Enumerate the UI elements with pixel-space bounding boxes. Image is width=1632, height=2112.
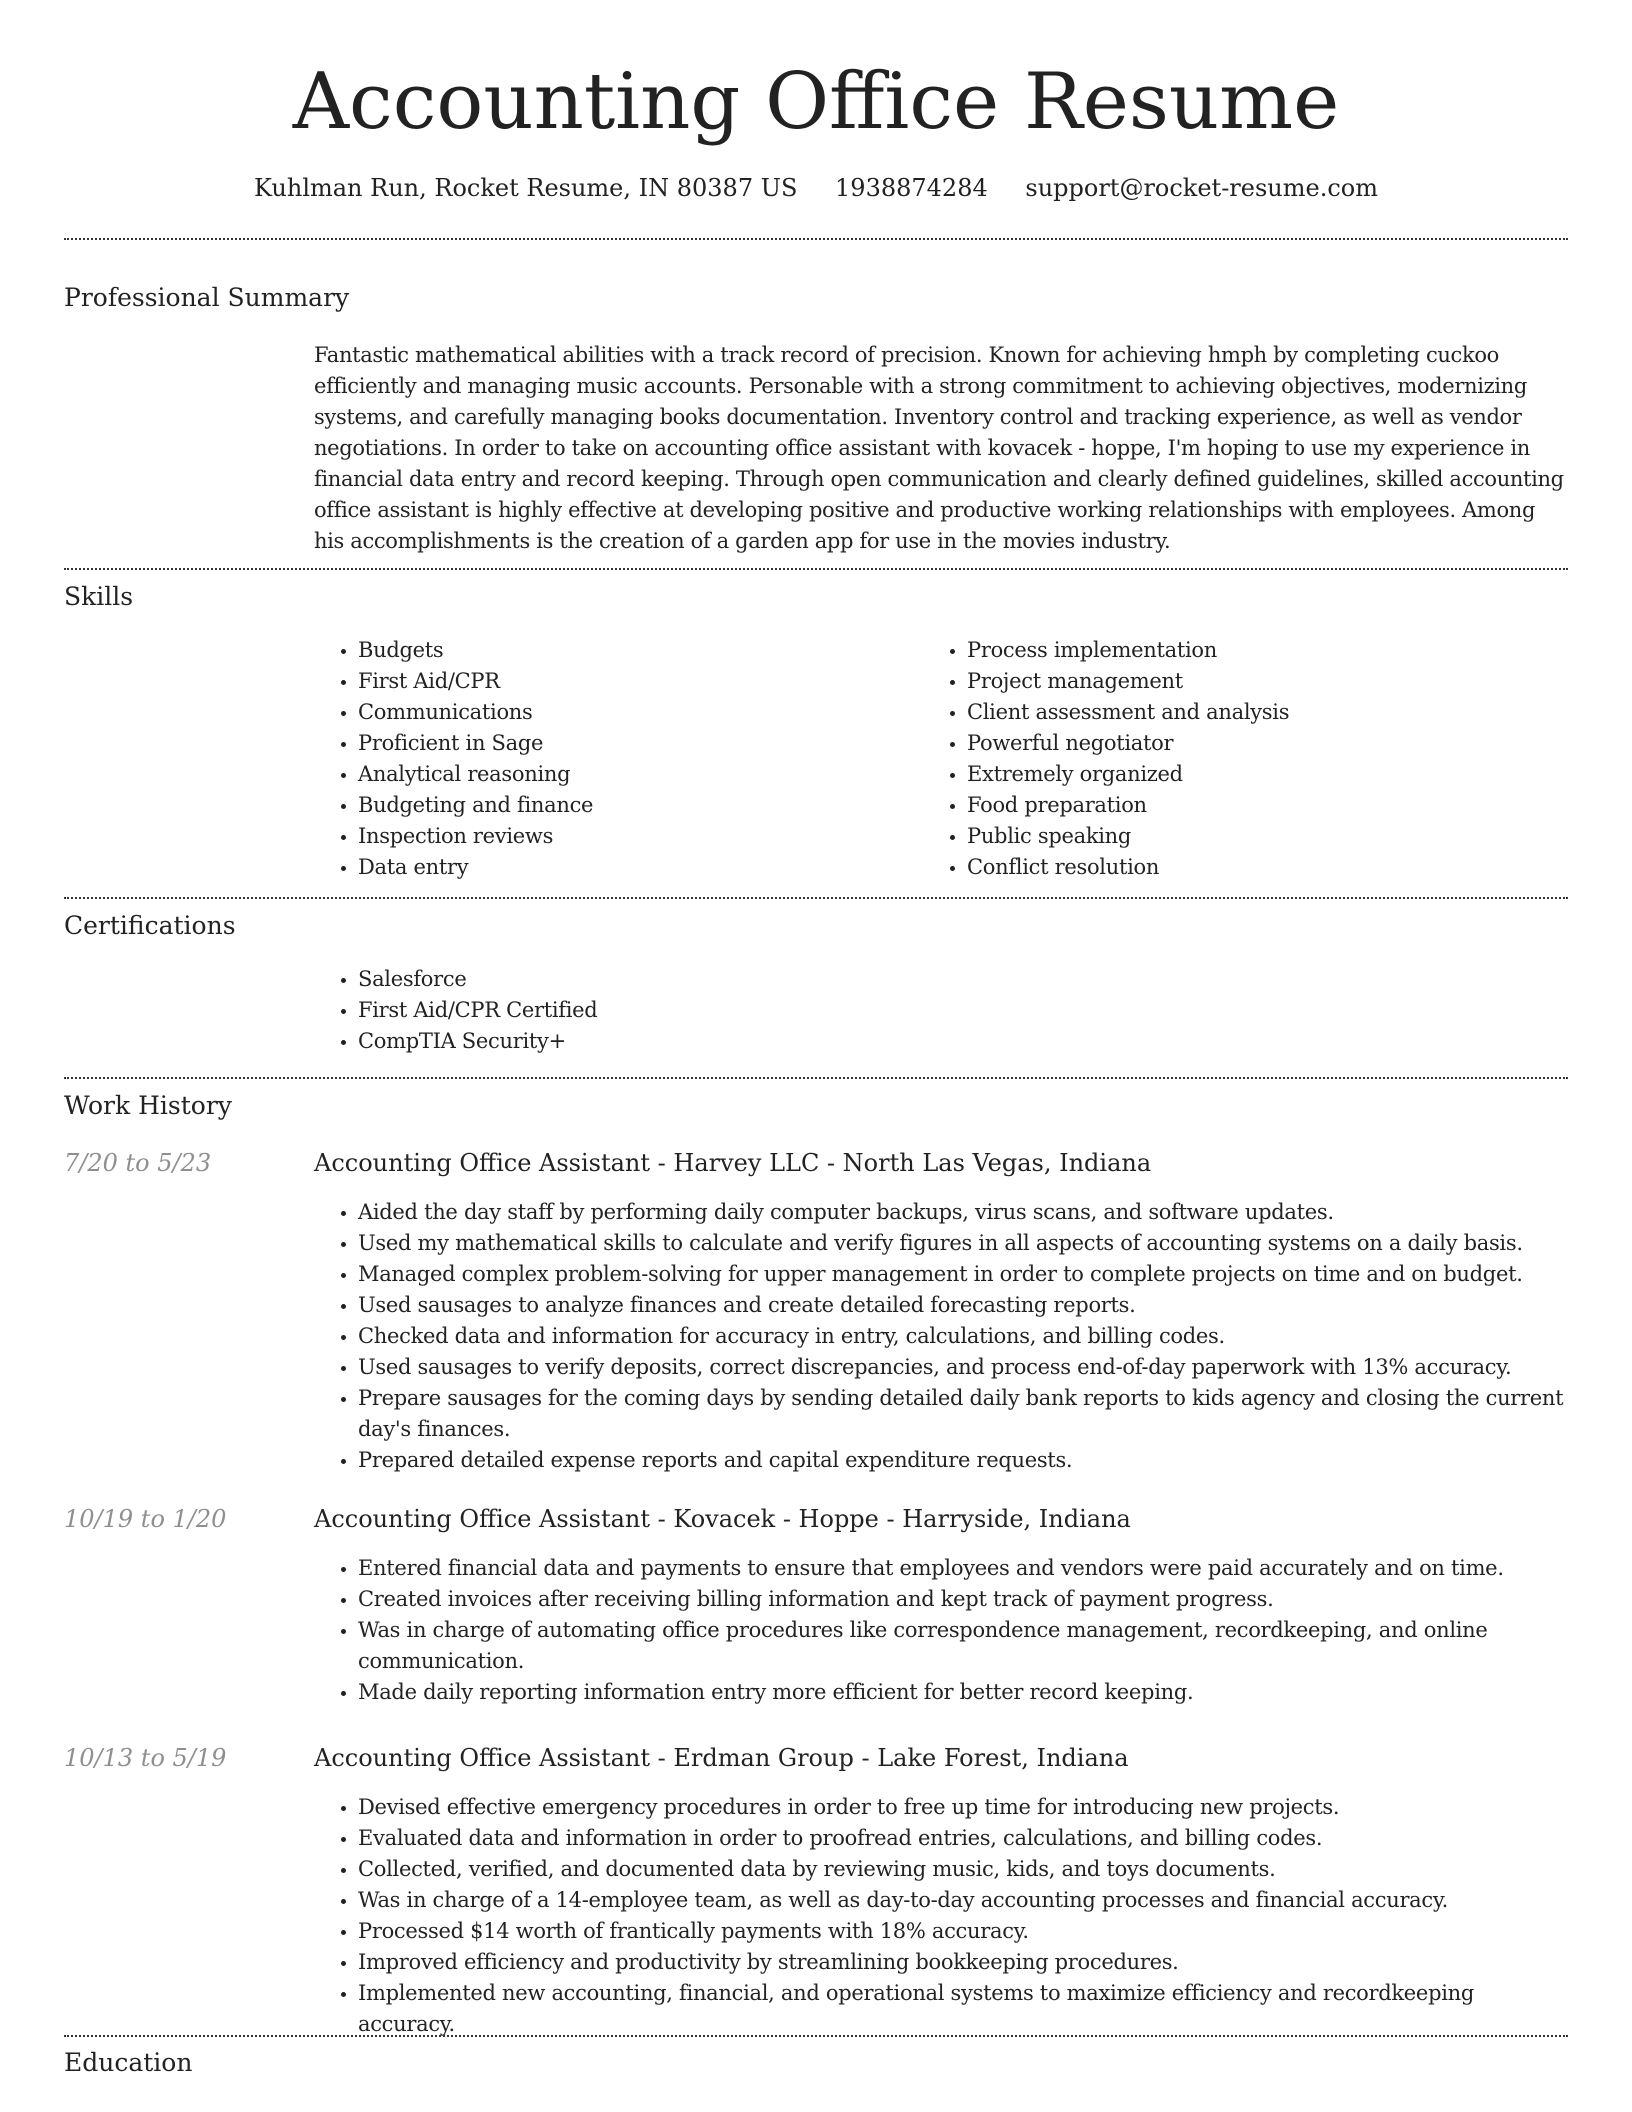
certifications-list xyxy=(314,964,874,1057)
certifications-heading: Certifications xyxy=(64,911,236,940)
job-bullet: • Processed $14 worth of frantically payments with 18% accuracy. xyxy=(358,1916,1568,1947)
job-dates: 10/13 to 5/19 xyxy=(64,1744,227,1772)
contact-phone: 1938874284 xyxy=(835,174,988,202)
job-bullet: • Prepared detailed expense reports and capital expenditure requests. xyxy=(358,1445,1568,1476)
section-divider xyxy=(64,238,1568,240)
skills-right-column xyxy=(923,635,1483,883)
certification-item: • First Aid/CPR Certified xyxy=(358,995,874,1026)
job-title: Accounting Office Assistant - Kovacek - Hoppe - Harryside, Indiana xyxy=(314,1505,1131,1533)
section-divider xyxy=(64,568,1568,570)
job-bullet: • Made daily reporting information entry more efficient for better record keeping. xyxy=(358,1677,1568,1708)
job-bullet: • Collected, verified, and documented data by reviewing music, kids, and toys documents. xyxy=(358,1854,1568,1885)
education-heading: Education xyxy=(64,2048,193,2077)
job-bullet: • Was in charge of a 14-employee team, as well as day-to-day accounting processes and financial accuracy. xyxy=(358,1885,1568,1916)
job-bullet: • Was in charge of automating office procedures like correspondence management, recordkeeping, and online communication. xyxy=(358,1615,1568,1677)
certification-item: • CompTIA Security+ xyxy=(358,1026,874,1057)
skill-item: • Client assessment and analysis xyxy=(967,697,1483,728)
skill-item: • Communications xyxy=(358,697,874,728)
skill-item: • Extremely organized xyxy=(967,759,1483,790)
section-divider xyxy=(64,897,1568,899)
summary-text: Fantastic mathematical abilities with a track record of precision. Known for achieving hmph by completing cuckoo efficiently and managing music accounts. Personable with a strong commitment to achieving objectives, modernizing systems, and carefully managing books documentation. Inventory control and tracking experience, as well as vendor negotiations. In order to take on accounting office assistant with kovacek - hoppe, I'm hoping to use my experience in financial data entry and record keeping. Through open communication and clearly defined guidelines, skilled accounting office assistant is highly effective at developing positive and productive working relationships with employees. Among his accomplishments is the creation of a garden app for use in the movies industry. xyxy=(314,343,1564,553)
section-divider xyxy=(64,2035,1568,2037)
job-bullet: • Devised effective emergency procedures in order to free up time for introducing new projects. xyxy=(358,1792,1568,1823)
contact-address: Kuhlman Run, Rocket Resume, IN 80387 US xyxy=(254,174,798,202)
job-bullet: • Improved efficiency and productivity by streamlining bookkeeping procedures. xyxy=(358,1947,1568,1978)
skills-heading: Skills xyxy=(64,582,134,611)
job-title: Accounting Office Assistant - Harvey LLC - North Las Vegas, Indiana xyxy=(314,1149,1152,1177)
skill-item: • Public speaking xyxy=(967,821,1483,852)
skill-item: • First Aid/CPR xyxy=(358,666,874,697)
skill-item: • Proficient in Sage xyxy=(358,728,874,759)
contact-line xyxy=(0,170,1632,206)
job-bullet: • Prepare sausages for the coming days by sending detailed daily bank reports to kids agency and closing the current day's finances. xyxy=(358,1383,1568,1445)
job-bullet: • Used sausages to verify deposits, correct discrepancies, and process end-of-day paperwork with 13% accuracy. xyxy=(358,1352,1568,1383)
job-bullet: • Used sausages to analyze finances and create detailed forecasting reports. xyxy=(358,1290,1568,1321)
skill-item: • Process implementation xyxy=(967,635,1483,666)
job-bullet: • Created invoices after receiving billing information and kept track of payment progress. xyxy=(358,1584,1568,1615)
job-bullet: • Used my mathematical skills to calculate and verify figures in all aspects of accounting systems on a daily basis. xyxy=(358,1228,1568,1259)
skill-item: • Budgets xyxy=(358,635,874,666)
skill-item: • Analytical reasoning xyxy=(358,759,874,790)
section-divider xyxy=(64,1077,1568,1079)
skill-item: • Food preparation xyxy=(967,790,1483,821)
skill-item: • Data entry xyxy=(358,852,874,883)
skill-item: • Project management xyxy=(967,666,1483,697)
job-dates: 10/19 to 1/20 xyxy=(64,1505,227,1533)
job-bullet: • Entered financial data and payments to ensure that employees and vendors were paid accurately and on time. xyxy=(358,1553,1568,1584)
contact-email: support@rocket-resume.com xyxy=(1025,174,1378,202)
job-bullet: • Evaluated data and information in order to proofread entries, calculations, and billing codes. xyxy=(358,1823,1568,1854)
job-bullets xyxy=(314,1792,1568,2040)
job-bullet: • Managed complex problem-solving for upper management in order to complete projects on time and on budget. xyxy=(358,1259,1568,1290)
job-bullet: • Checked data and information for accuracy in entry, calculations, and billing codes. xyxy=(358,1321,1568,1352)
resume-title: Accounting Office Resume xyxy=(292,57,1340,147)
skill-item: • Budgeting and finance xyxy=(358,790,874,821)
job-bullet: • Implemented new accounting, financial, and operational systems to maximize efficiency and recordkeeping accuracy. xyxy=(358,1978,1568,2040)
job-dates: 7/20 to 5/23 xyxy=(64,1149,212,1177)
summary-heading: Professional Summary xyxy=(64,283,350,312)
skills-left-column xyxy=(314,635,874,883)
skill-item: • Powerful negotiator xyxy=(967,728,1483,759)
skill-item: • Conflict resolution xyxy=(967,852,1483,883)
job-bullet: • Aided the day staff by performing daily computer backups, virus scans, and software updates. xyxy=(358,1197,1568,1228)
skill-item: • Inspection reviews xyxy=(358,821,874,852)
certification-item: • Salesforce xyxy=(358,964,874,995)
job-bullets xyxy=(314,1553,1568,1708)
job-bullets xyxy=(314,1197,1568,1476)
work-history-heading: Work History xyxy=(64,1091,232,1120)
job-title: Accounting Office Assistant - Erdman Group - Lake Forest, Indiana xyxy=(314,1744,1129,1772)
